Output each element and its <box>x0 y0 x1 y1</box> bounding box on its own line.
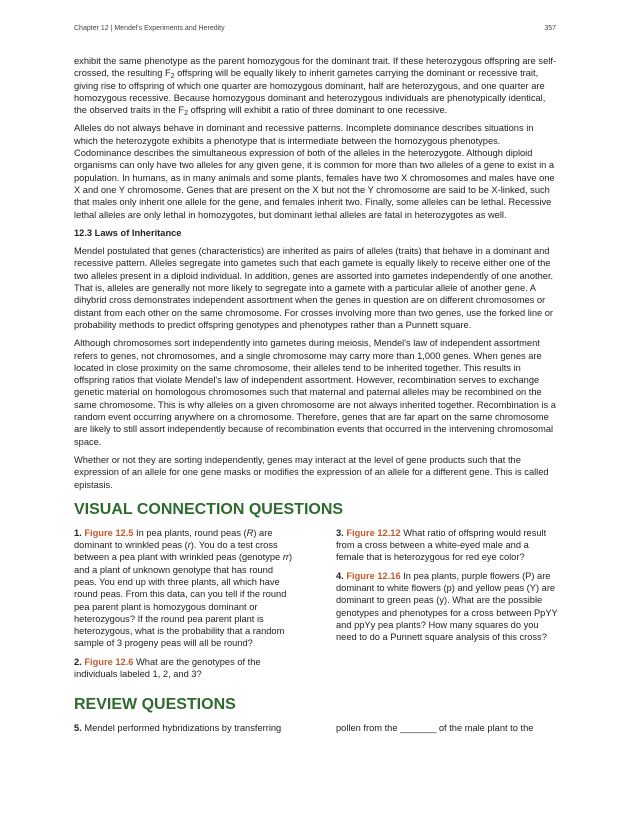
paragraph-2: Alleles do not always behave in dominant and recessive patterns. Incomplete dominance describes situations in which the heterozygote exhibits a phenotype that is intermediate between the homozygous phenotypes. Codominance describes the simultaneous expression of both of the alleles in the heterozygote. Although diploid organisms can only have two alleles for any given gene, it is common for more than two alleles of a gene to exist in a population. In humans, as in many animals and some plants, females have two X chromosomes and males have one X and one Y chromosome. Genes that are present on the X but not the Y chromosome are said to be X-linked, such that males only inherit one allele for the gene, and females inherit two. Finally, some alleles can be lethal. Recessive lethal alleles are only lethal in homozygotes, but dominant lethal alleles are fatal in heterozygotes as well. <box>74 123 555 220</box>
section-heading: 12.3 Laws of Inheritance <box>74 227 182 238</box>
question-3: 3. Figure 12.12 What ratio of offspring would result from a cross between a white-eyed male and a female that is heterozygous for red eye color? <box>336 527 547 563</box>
right-column <box>336 527 558 687</box>
page-header <box>74 25 556 32</box>
visual-connection-heading: VISUAL CONNECTION QUESTIONS <box>74 500 344 518</box>
figure-link[interactable]: Figure 12.5 <box>84 527 134 538</box>
question-2: 2. Figure 12.6 What are the genotypes of the individuals labeled 1, 2, and 3? <box>74 656 261 680</box>
paragraph-1: exhibit the same phenotype as the parent homozygous for the dominant trait. If these heterozygous offspring are self-crossed, the resulting $F_2$ offspring will be equally likely to inherit gametes carrying the dominant or recessive trait, giving rise to offspring of which one quarter are homozygous dominant, half are heterozygous, and one quarter are homozygous recessive. Because homozygous dominant and heterozygous individuals are phenotypically identical, the observed traits in the $F_2$ offspring will exhibit a ratio of three dominant to one recessive. <box>74 56 556 118</box>
question-1: 1. Figure 12.5 In pea plants, round peas (R) are dominant to wrinkled peas (r). You do a test cross between a pea plant with wrinkled peas (genotype rr) and a plant of unknown genotype that has round peas. You end up with three plants, all which have round peas. From this data, can you tell if the round pea parent plant is homozygous dominant or heterozygous? If the round pea parent plant is heterozygous, what is the probability that a random sample of 3 progeny peas will all be round? <box>74 527 293 649</box>
review-heading: REVIEW QUESTIONS <box>74 696 236 714</box>
figure-link[interactable]: Figure 12.6 <box>84 656 134 667</box>
review-right: pollen from the _______ of the male plant to the <box>336 723 534 734</box>
paragraph-5: Whether or not they are sorting independently, genes may interact at the level of gene products such that the expression of an allele for one gene masks or modifies the expression of an allele for a different gene. This is called epistasis. <box>74 454 549 490</box>
review-left: 5. Mendel performed hybridizations by transferring <box>74 723 282 734</box>
question-columns <box>74 527 558 687</box>
paragraph-4: Although chromosomes sort independently into gametes during meiosis, Mendel's law of independent assortment refers to genes, not chromosomes, and a single chromosome may carry more than 1,000 genes. When genes are located in close proximity on the same chromosome, their alleles tend to be inherited together. This results in offspring ratios that violate Mendel's law of independent assortment. However, recombination serves to exchange genetic material on homologous chromosomes such that maternal and paternal alleles may be recombined on the same chromosome. This is why alleles on a given chromosome are not always inherited together. Recombination is a random event occurring anywhere on a chromosome. Therefore, genes that are far apart on the same chromosome are likely to still assort independently because of recombination events that occurred in the intervening chromosomal space. <box>74 338 556 447</box>
figure-link[interactable]: Figure 12.16 <box>346 570 401 581</box>
page-number: 357 <box>544 25 556 32</box>
page-body <box>74 55 558 735</box>
paragraph-3: Mendel postulated that genes (characteristics) are inherited as pairs of alleles (traits) that behave in a dominant and recessive pattern. Alleles segregate into gametes such that each gamete is equally likely to receive either one of the two alleles present in a diploid individual. In addition, genes are assorted into gametes independently of one another. That is, alleles are generally not more likely to segregate into a gamete with a particular allele of another gene. A dihybrid cross demonstrates independent assortment when the genes in question are on different chromosomes or distant from each other on the same chromosome. For crosses involving more than two genes, use the forked line or probability methods to predict offspring genotypes and phenotypes rather than a Punnett square. <box>74 246 554 330</box>
chapter-title: Chapter 12 | Mendel's Experiments and Heredity <box>74 25 225 32</box>
figure-link[interactable]: Figure 12.12 <box>346 527 401 538</box>
question-4: 4. Figure 12.16 In pea plants, purple flowers (P) are dominant to white flowers (p) and yellow peas (Y) are dominant to green peas (y). What are the possible genotypes and phenotypes for a cross between PpYY and ppYy pea plants? How many squares do you need to do a Punnett square analysis of this cross? <box>336 570 558 643</box>
review-columns <box>74 722 558 734</box>
left-column <box>74 527 296 687</box>
